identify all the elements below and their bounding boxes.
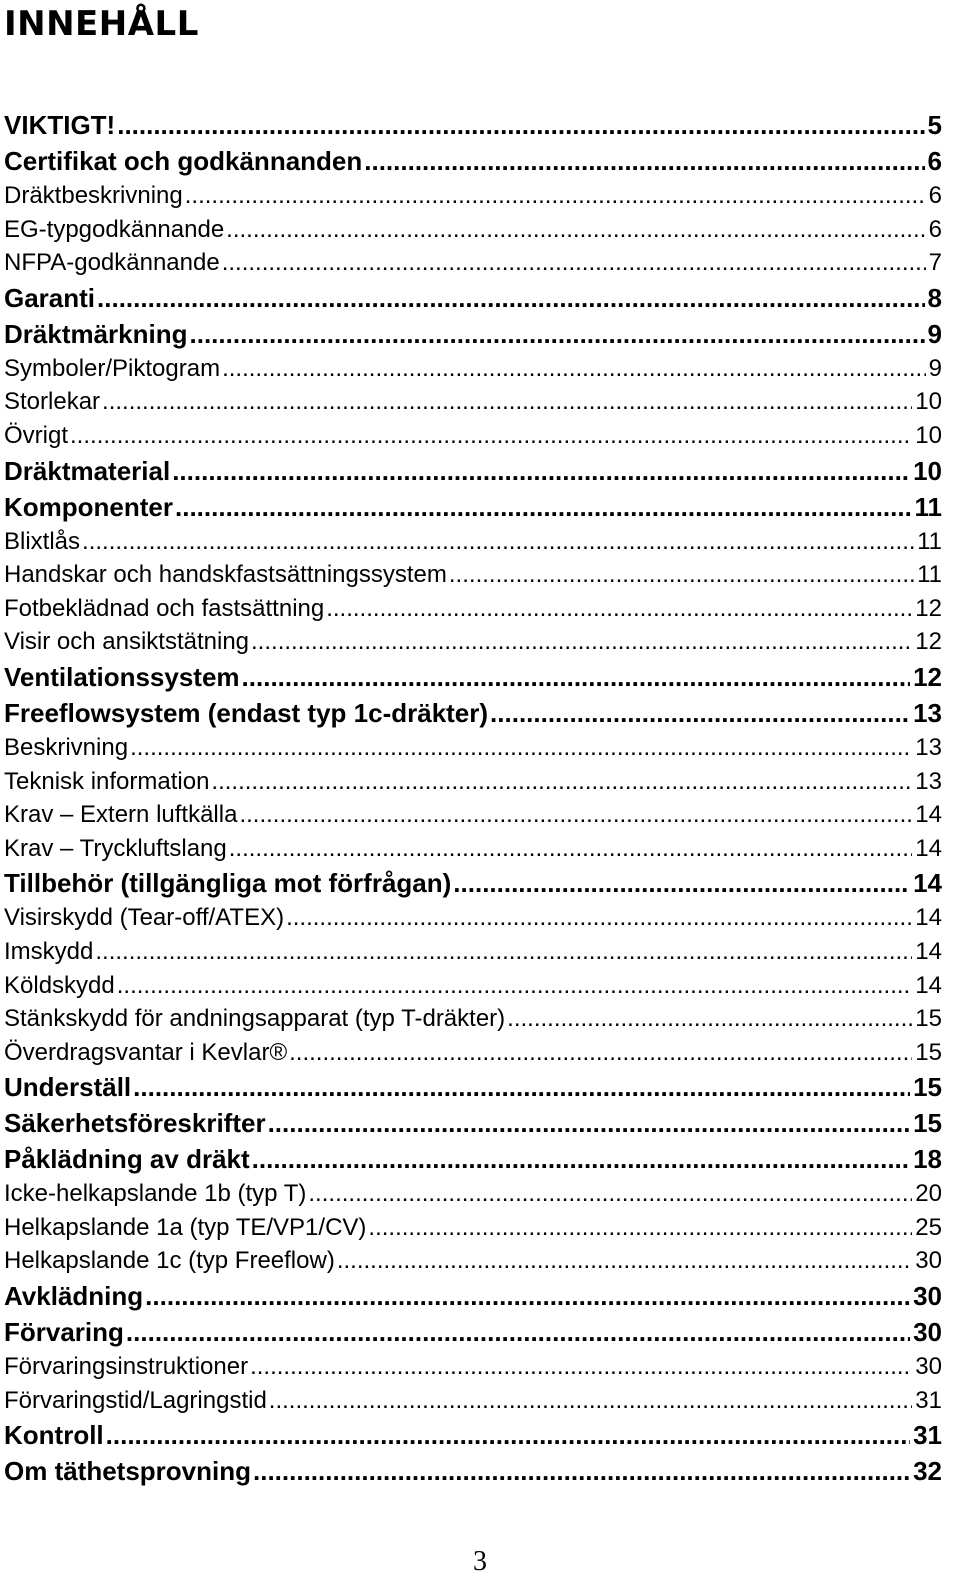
toc-section-entry[interactable] [4,107,942,143]
toc-entry-page: 14 [915,834,942,862]
toc-entry-page: 15 [913,1072,942,1103]
toc-entry-page: 15 [913,1108,942,1139]
dot-leader [449,558,914,592]
toc-entry-label: Underställ [4,1072,132,1103]
dot-leader [126,1314,910,1350]
toc-entry-page: 10 [913,455,942,486]
toc-entry-label: Visirskydd (Tear-off/ATEX) [4,904,285,932]
toc-subsection-entry[interactable] [4,798,942,832]
toc-entry-label: Övrigt [4,421,69,449]
toc-section-entry[interactable] [4,1141,942,1177]
toc-subsection-entry[interactable] [4,419,942,453]
toc-entry-label: Helkapslande 1c (typ Freeflow) [4,1247,335,1275]
dot-leader [364,143,924,179]
dot-leader [507,1002,912,1036]
toc-section-entry[interactable] [4,1069,942,1105]
dot-leader [222,352,926,386]
toc-subsection-entry[interactable] [4,592,942,626]
toc-subsection-entry[interactable] [4,558,942,592]
toc-entry-page: 18 [913,1144,942,1175]
toc-entry-label: Fotbeklädnad och fastsättning [4,594,325,622]
toc-subsection-entry[interactable] [4,246,942,280]
dot-leader [239,798,912,832]
dot-leader [252,1141,910,1177]
toc-entry-label: Kontroll [4,1420,104,1451]
toc-entry-label: Överdragsvantar i Kevlar® [4,1038,288,1066]
toc-entry-label: Freeflowsystem (endast typ 1c-dräkter) [4,697,489,728]
dot-leader [308,1177,912,1211]
dot-leader [130,731,912,765]
toc-entry-page: 8 [927,282,942,313]
dot-leader [242,659,911,695]
dot-leader [453,865,910,901]
toc-entry-label: Certifikat och godkännanden [4,146,363,176]
toc-entry-label: Ventilationssystem [4,661,240,692]
toc-entry-page: 12 [915,594,942,622]
toc-entry-label: Icke-helkapslande 1b (typ T) [4,1180,307,1208]
page-title: INNEHÅLL [4,4,199,44]
dot-leader [190,316,925,352]
toc-section-entry[interactable] [4,489,942,525]
toc-subsection-entry[interactable] [4,1350,942,1384]
toc-section-entry[interactable] [4,280,942,316]
toc-section-entry[interactable] [4,1453,942,1489]
toc-entry-page: 15 [915,1038,942,1066]
dot-leader [222,246,926,280]
toc-entry-label: Säkerhetsföreskrifter [4,1108,266,1139]
toc-subsection-entry[interactable] [4,525,942,559]
toc-entry-label: Förvaringsinstruktioner [4,1353,249,1381]
toc-entry-label: VIKTIGT! [4,110,116,140]
toc-entry-page: 13 [915,767,942,795]
toc-entry-label: Påklädning av dräkt [4,1144,250,1175]
toc-entry-label: Tillbehör (tillgängliga mot förfrågan) [4,868,452,899]
toc-entry-label: Stänkskydd för andningsapparat (typ T-dräkter) [4,1005,506,1033]
toc-subsection-entry[interactable] [4,179,942,213]
toc-entry-label: Förvaring [4,1317,124,1348]
toc-entry-label: Beskrivning [4,733,129,761]
toc-section-entry[interactable] [4,316,942,352]
toc-section-entry[interactable] [4,1417,942,1453]
dot-leader [253,1453,910,1489]
toc-subsection-entry[interactable] [4,765,942,799]
toc-entry-page: 6 [928,215,942,243]
toc-subsection-entry[interactable] [4,731,942,765]
dot-leader [490,695,910,731]
toc-entry-label: Blixtlås [4,527,81,555]
toc-subsection-entry[interactable] [4,1211,942,1245]
toc-entry-page: 31 [913,1420,942,1451]
dot-leader [286,901,912,935]
toc-entry-page: 30 [915,1247,942,1275]
toc-section-entry[interactable] [4,659,942,695]
dot-leader [289,1036,912,1070]
toc-section-entry[interactable] [4,865,942,901]
toc-entry-page: 14 [915,801,942,829]
dot-leader [133,1069,910,1105]
toc-entry-label: Krav – Extern luftkälla [4,801,238,829]
toc-entry-page: 14 [915,937,942,965]
toc-entry-page: 6 [928,182,942,209]
toc-entry-label: Dräktmaterial [4,455,171,486]
toc-subsection-entry[interactable] [4,1177,942,1211]
toc-entry-page: 10 [915,421,942,449]
dot-leader [229,832,913,866]
toc-entry-label: Förvaringstid/Lagringstid [4,1386,267,1414]
toc-subsection-entry[interactable] [4,935,942,969]
toc-entry-page: 12 [913,661,942,692]
toc-entry-label: Avklädning [4,1281,144,1312]
toc-entry-label: EG-typgodkännande [4,215,225,243]
dot-leader [185,179,926,213]
toc-entry-page: 30 [915,1353,942,1381]
toc-entry-label: Garanti [4,282,96,313]
dot-leader [250,1350,912,1384]
toc-entry-page: 11 [914,491,942,522]
toc-subsection-entry[interactable] [4,1036,942,1070]
toc-entry-label: Krav – Tryckluftslang [4,834,227,862]
toc-entry-label: Dräktbeskrivning [4,182,183,209]
dot-leader [70,419,912,453]
toc-entry-page: 6 [927,146,942,176]
toc-entry-page: 15 [915,1005,942,1033]
toc-subsection-entry[interactable] [4,901,942,935]
dot-leader [337,1244,912,1278]
toc-section-entry[interactable] [4,695,942,731]
dot-leader [102,385,912,419]
toc-section-entry[interactable] [4,1105,942,1141]
dot-leader [326,592,912,626]
page-number: 3 [473,1546,487,1577]
toc-entry-page: 14 [915,971,942,999]
toc-entry-page: 10 [915,388,942,416]
dot-leader [145,1278,910,1314]
toc-entry-page: 30 [913,1317,942,1348]
dot-leader [97,280,925,316]
toc-subsection-entry[interactable] [4,1384,942,1418]
dot-leader [211,765,912,799]
toc-subsection-entry[interactable] [4,832,942,866]
toc-entry-page: 30 [913,1281,942,1312]
dot-leader [117,107,924,143]
dot-leader [226,213,925,247]
toc-entry-label: Köldskydd [4,971,115,999]
toc-section-entry[interactable] [4,453,942,489]
toc-entry-label: Teknisk information [4,767,210,795]
toc-entry-label: Visir och ansiktstätning [4,628,250,656]
dot-leader [269,1384,913,1418]
dot-leader [175,489,912,525]
toc-entry-page: 14 [913,868,942,899]
toc-subsection-entry[interactable] [4,213,942,247]
dot-leader [95,935,912,969]
toc-subsection-entry[interactable] [4,969,942,1003]
dot-leader [268,1105,911,1141]
toc-entry-page: 31 [915,1386,942,1414]
toc-entry-page: 13 [915,733,942,761]
toc-entry-label: Storlekar [4,388,101,416]
table-of-contents [4,107,942,1489]
toc-entry-page: 32 [913,1456,942,1487]
toc-entry-page: 11 [917,561,942,589]
toc-entry-page: 11 [917,527,942,555]
toc-entry-page: 5 [927,110,942,140]
toc-subsection-entry[interactable] [4,1244,942,1278]
dot-leader [172,453,910,489]
toc-entry-label: Komponenter [4,491,173,522]
toc-section-entry[interactable] [4,143,942,179]
toc-entry-label: Dräktmärkning [4,318,188,349]
toc-entry-label: Symboler/Piktogram [4,354,221,382]
toc-entry-label: Handskar och handskfastsättningssystem [4,561,447,589]
toc-entry-label: Helkapslande 1a (typ TE/VP1/CV) [4,1213,367,1241]
dot-leader [106,1417,910,1453]
toc-entry-page: 9 [927,318,942,349]
toc-subsection-entry[interactable] [4,1002,942,1036]
toc-entry-page: 12 [915,628,942,656]
toc-entry-page: 13 [913,697,942,728]
dot-leader [368,1211,912,1245]
dot-leader [117,969,913,1003]
toc-entry-page: 7 [928,249,942,277]
toc-entry-label: Om täthetsprovning [4,1456,252,1487]
toc-subsection-entry[interactable] [4,625,942,659]
toc-entry-page: 14 [915,904,942,932]
toc-subsection-entry[interactable] [4,385,942,419]
dot-leader [251,625,912,659]
toc-entry-label: NFPA-godkännande [4,249,220,277]
toc-entry-page: 20 [915,1180,942,1208]
toc-entry-page: 9 [928,354,942,382]
toc-subsection-entry[interactable] [4,352,942,386]
toc-section-entry[interactable] [4,1314,942,1350]
toc-entry-page: 25 [915,1213,942,1241]
toc-section-entry[interactable] [4,1278,942,1314]
dot-leader [82,525,914,559]
toc-entry-label: Imskydd [4,937,94,965]
